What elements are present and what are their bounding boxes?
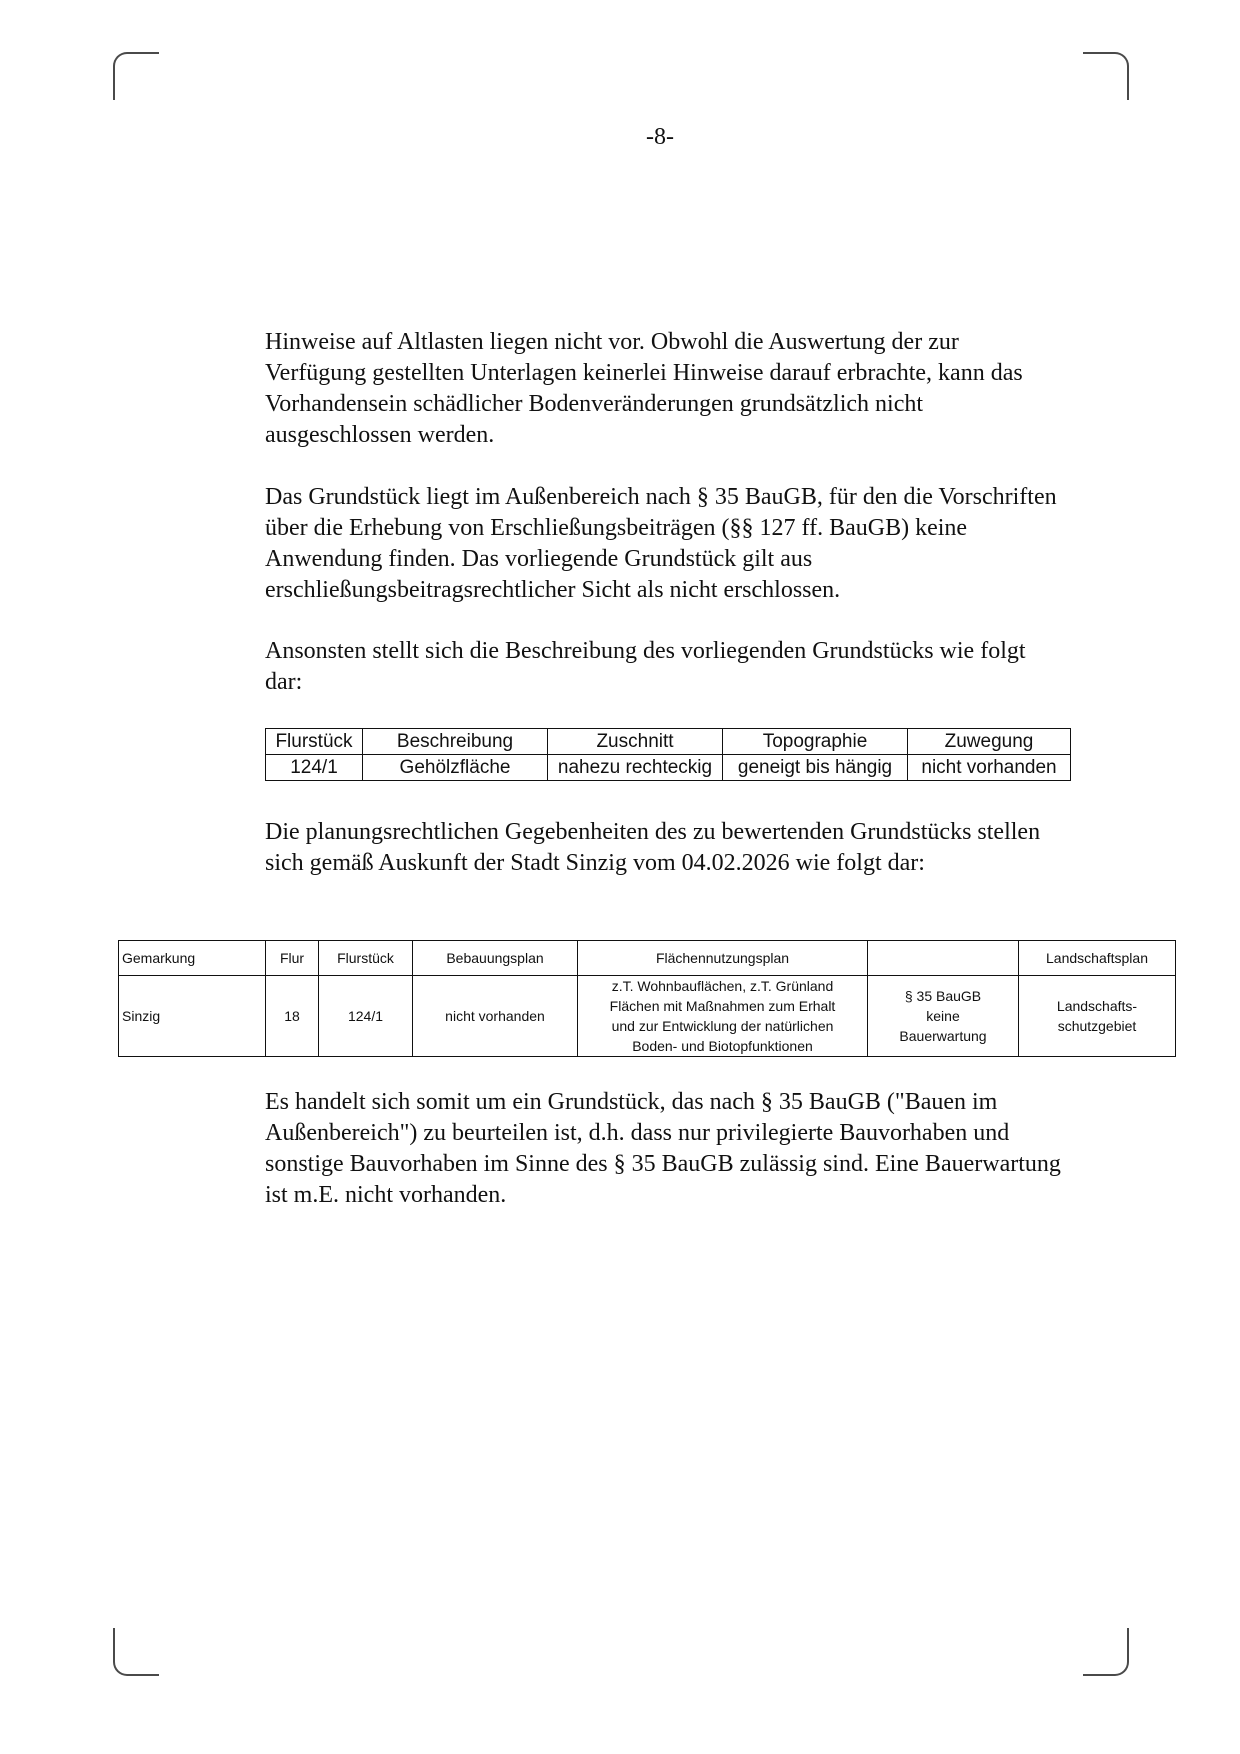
table-cell: geneigt bis hängig: [723, 755, 908, 781]
table-header-cell: Landschaftsplan: [1019, 941, 1176, 976]
table-cell-flaechennutzungsplan: [578, 976, 868, 1057]
table-header-row: [119, 941, 1176, 976]
paragraph-beschreibung-intro: Ansonsten stellt sich die Beschreibung des vorliegenden Grundstücks wie folgt dar:: [265, 638, 1026, 695]
paragraph-planungsrecht-intro: Die planungsrechtlichen Gegebenheiten des zu bewertenden Grundstücks stellen sich gemäß Auskunft der Stadt Sinzig vom 04.02.2026 wie folgt dar:: [265, 819, 1041, 876]
table-header-row: [266, 729, 1071, 755]
paragraph-altlasten: Hinweise auf Altlasten liegen nicht vor. Obwohl die Auswertung der zur Verfügung gestellten Unterlagen keinerlei Hinweise darauf erbrachte, kann das Vorhandensein schädlicher Bodenveränderungen grundsätzlich nicht ausgeschlossen werden.: [265, 329, 1023, 448]
table-header-cell: Flur: [266, 941, 319, 976]
table-row: [119, 976, 1176, 1057]
corner-mark-bottom-right: [1083, 1628, 1129, 1676]
table-cell-landschaftsplan: [1019, 976, 1176, 1057]
table-cell-gemarkung: Sinzig: [119, 976, 266, 1057]
paragraph-erschliessung: Das Grundstück liegt im Außenbereich nach § 35 BauGB, für den die Vorschriften über die Erhebung von Erschließungsbeiträgen (§§ 127 ff. BauGB) keine Anwendung finden. Das vorliegende Grundstück gilt aus erschließungsbeitragsrechtlicher Sicht als nicht erschlossen.: [265, 484, 1057, 603]
table-header-cell: Gemarkung: [119, 941, 266, 976]
cell-line: und zur Entwicklung der natürlichen: [611, 1018, 834, 1034]
table-header-cell: Bebauungsplan: [413, 941, 578, 976]
table-cell: 124/1: [266, 755, 363, 781]
table-header-cell: Zuschnitt: [548, 729, 723, 755]
corner-mark-top-right: [1083, 52, 1129, 100]
table-cell: nicht vorhanden: [908, 755, 1071, 781]
table-cell-flurstueck: 124/1: [319, 976, 413, 1057]
page-number: -8-: [646, 124, 674, 150]
table-header-cell: Flächennutzungsplan: [578, 941, 868, 976]
cell-line: schutzgebiet: [1057, 1018, 1137, 1034]
table-header-cell: Topographie: [723, 729, 908, 755]
cell-line: Landschafts-: [1056, 998, 1138, 1014]
table-cell-bebauungsplan: nicht vorhanden: [413, 976, 578, 1057]
table-cell-bauerwartung: [868, 976, 1019, 1057]
table-header-cell: [868, 941, 1019, 976]
table-header-cell: Beschreibung: [363, 729, 548, 755]
cell-line: Boden- und Biotopfunktionen: [632, 1038, 813, 1054]
table-cell: Gehölzfläche: [363, 755, 548, 781]
cell-line: § 35 BauGB: [904, 988, 982, 1004]
table-row: [266, 755, 1071, 781]
paragraph-fazit: Es handelt sich somit um ein Grundstück, das nach § 35 BauGB ("Bauen im Außenbereich") zu beurteilen ist, d.h. dass nur privilegierte Bauvorhaben und sonstige Bauvorhaben im Sinne des § 35 BauGB zulässig sind. Eine Bauerwartung ist m.E. nicht vorhanden.: [265, 1089, 1061, 1208]
cell-line: Flächen mit Maßnahmen zum Erhalt: [609, 998, 836, 1014]
cell-line: z.T. Wohnbauflächen, z.T. Grünland: [611, 978, 834, 994]
planning-law-table: [118, 940, 1176, 1057]
table-header-cell: Flurstück: [319, 941, 413, 976]
table-header-cell: Zuwegung: [908, 729, 1071, 755]
table-cell-flur: 18: [266, 976, 319, 1057]
table-header-cell: Flurstück: [266, 729, 363, 755]
corner-mark-bottom-left: [113, 1628, 159, 1676]
table-cell: nahezu rechteckig: [548, 755, 723, 781]
cell-line: Bauerwartung: [899, 1028, 987, 1044]
corner-mark-top-left: [113, 52, 159, 100]
property-description-table: [265, 728, 1071, 781]
cell-line: keine: [926, 1008, 960, 1024]
